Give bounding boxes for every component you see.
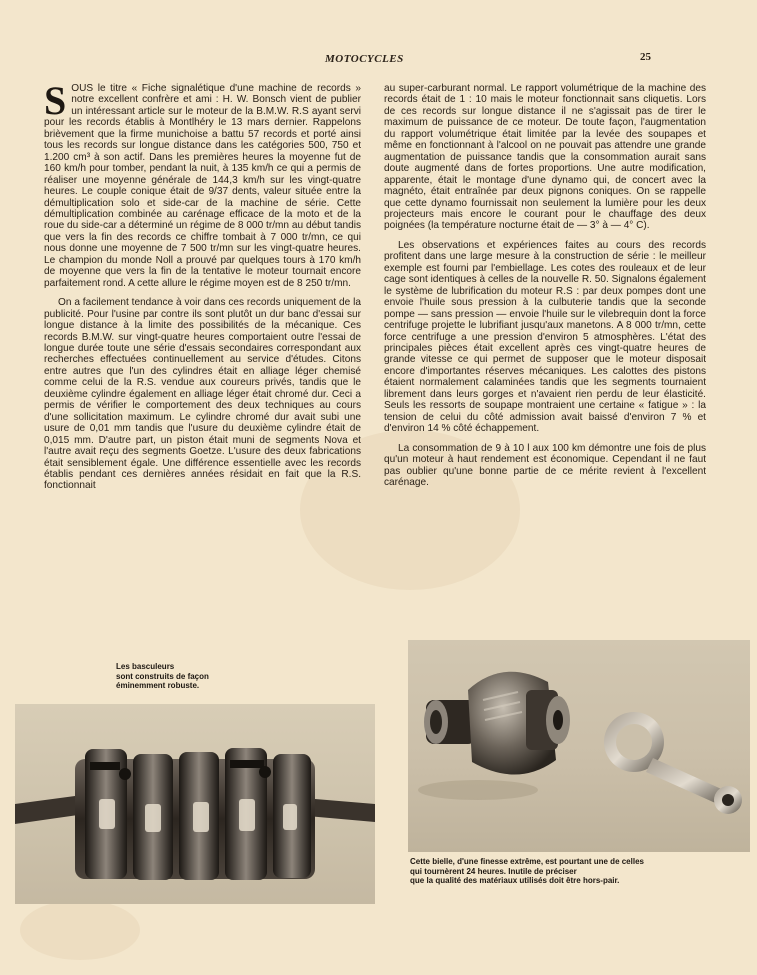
paragraph-text: OUS le titre « Fiche signalétique d'une machine de records » notre excellent confrère et ami : H. W. Bonsch vient de publier un intéressant article sur le moteur de la B.M.W. R.S ayant servi pour les records établis à Montlhéry le 13 mars dernier. Rappelons brièvement que la firme munichoise a battu 57 records et porté ainsi tous les records sur longue distance dans les catégories 500, 750 et 1.200 cm³ à son actif. Dans les premières heures la moyenne fut de 160 km/h pour tomber, pendant la nuit, à 135 km/h ce qui a permis de réaliser une moyenne générale de 144,3 km/h sur les vingt-quatre heures. Le couple conique était de 9/37 dents, valeur située entre la démultiplication solo et side-car de la machine de série. Cette démultiplication combinée au carénage efficace de la moto et de la roue du side-car a déterminé un régime de 8 000 tr/mn au début tandis que vers la fin des records ce chiffre tombait à 7 000 tr/mn, ce qui nous donne une moyenne de 7 500 tr/mn sur les vingt-quatre heures. Le champion du monde Noll a prouvé par quelques tours à 170 km/h de moyenne que vers la fin de la tentative le moteur tournait encore parfaitement rond. A cette allure le régime moyen est de 8 250 tr/mn. bbox=[44, 83, 361, 289]
article-column-right bbox=[384, 83, 706, 488]
photo-rocker-arms bbox=[15, 704, 375, 904]
caption-line: Cette bielle, d'une finesse extrême, est pourtant une de celles bbox=[410, 857, 644, 866]
article-paragraph: La consommation de 9 à 10 l aux 100 km démontre une fois de plus qu'un moteur à haut rendement est économique. Cependant il ne faut pas oublier qu'une bonne partie de ce mérite revient à l'excellent carénage. bbox=[384, 442, 706, 488]
article-column-left bbox=[44, 78, 361, 492]
article-paragraph: Les observations et expériences faites au cours des records profitent dans une large mesure à la construction de série : le meilleur exemple est fourni par l'embiellage. Les cotes des rouleaux et de leur cage sont identiques à celles de la nouvelle R. 50. Signalons également le système de lubrification du moteur R.S : par deux pompes dont une envoie l'huile sous pression à la culbuterie tandis que la seconde pompe — sans pression — envoie l'huile sur le vilebrequin dont la force centrifuge projette le lubrifiant jusqu'aux manetons. A 8 000 tr/mn, cette force centrifuge a une pression d'environ 5 atmosphères. L'état des principales pièces était excellent après ces vingt-quatre heures de grande vitesse ce qui permet de supposer que le moteur disposait encore d'importantes réserves mécaniques. Les calottes des pistons étaient normalement calaminées tandis que les segments tournaient librement dans leurs gorges et n'avaient rien perdu de leur élasticité. Seuls les ressorts de soupape montraient une certaine « fatigue » : la tension de celui du côté admission avait baissé d'environ 7 % et d'environ 14 % côté échappement. bbox=[384, 239, 706, 435]
page-header bbox=[0, 53, 757, 69]
caption-line: qui tournèrent 24 heures. Inutile de préciser bbox=[410, 866, 577, 876]
photo-connecting-rod bbox=[408, 640, 750, 852]
page-number: 25 bbox=[640, 51, 651, 63]
photo-caption-rocker-arms bbox=[116, 662, 356, 691]
paper-stain bbox=[20, 900, 140, 960]
article-paragraph: au super-carburant normal. Le rapport volumétrique de la machine des records était de 1 : 10 mais le moteur fonctionnait sans cliquetis. Lors de ces records sur longue distance il ne s'agissait pas de tirer le maximum de puissance de ce moteur. De toute façon, l'augmentation du rapport volumétrique était limitée par la levée des soupapes et même en fonctionnant à l'alcool on ne pouvait pas attendre une grande augmentation de puissance tandis que la consommation aurait sans doute augmenté dans de fortes proportions. Une autre modification, apparente, était le montage d'une dynamo qui, de concert avec la magnéto, était entraînée par deux pignons coniques. On se rappelle que cette dynamo fournissait non seulement la lumière pour les deux projecteurs mais encore le courant pour le chauffage des deux poignées (la température nocturne était de — 3° à — 4° C). bbox=[384, 83, 706, 232]
article-paragraph bbox=[44, 78, 361, 289]
article-paragraph: On a facilement tendance à voir dans ces records uniquement de la publicité. Pour l'usine par contre ils sont plutôt un dur banc d'essai sur longue distance à la limite des possibilités de la mécanique. Ces records B.M.W. sur vingt-quatre heures comportaient outre l'essai de longue durée toute une série d'essais secondaires correspondant aux recherches effectuées continuellement au service d'études. Citons entre autres que l'un des cylindres était en alliage léger chemisé comme celui de la R.S. vendue aux coureurs privés, tandis que le deuxième cylindre également en alliage léger était chromé dur. Ceci a permis de vérifier le comportement des deux techniques au cours d'une sollicitation maximum. Le cylindre chromé dur avait subi une usure de 0,01 mm tandis que l'usure du deuxième cylindre était de 0,015 mm. D'autre part, un piston était muni de segments Nova et l'autre avait reçu des segments Goetze. L'usure des deux fabrications était sensiblement égale. Une différence essentielle avec les records établis pendant ces dernières années résidait en fait que la R.S. fonctionnait bbox=[44, 297, 361, 492]
rocker-arms-illustration bbox=[15, 704, 375, 904]
photo-caption-connecting-rod bbox=[410, 857, 710, 886]
connecting-rod-illustration bbox=[408, 640, 750, 852]
caption-line: Les basculeurs bbox=[116, 662, 175, 671]
drop-cap: S bbox=[44, 78, 67, 123]
running-title: MOTOCYCLES bbox=[325, 53, 404, 65]
caption-line: éminemment robuste. bbox=[116, 681, 200, 690]
caption-line: sont construits de façon bbox=[116, 671, 209, 681]
caption-line: que la qualité des matériaux utilisés doit être hors-pair. bbox=[410, 876, 620, 885]
